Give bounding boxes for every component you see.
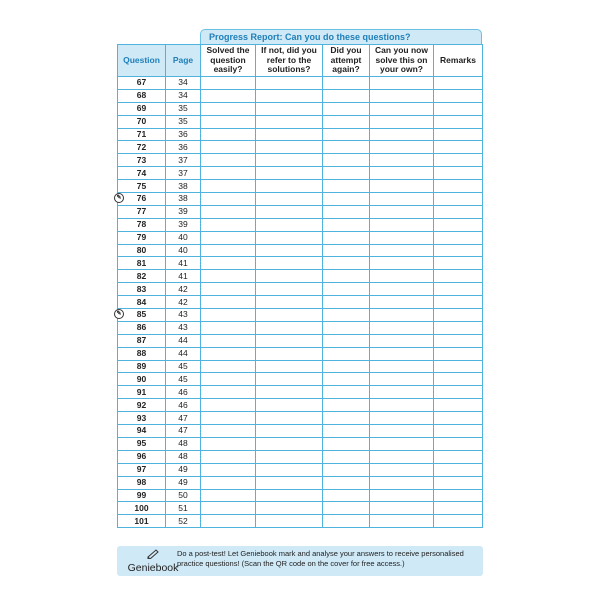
question-number: 70 [118,115,166,128]
solve-now-cell[interactable] [370,386,434,399]
page-number: 39 [166,218,201,231]
solve-now-cell[interactable] [370,115,434,128]
solved-cell[interactable] [201,463,256,476]
solved-cell[interactable] [201,154,256,167]
remarks-cell[interactable] [434,309,483,322]
question-number: 88 [118,347,166,360]
header-page: Page [166,45,201,77]
table-row [118,128,483,141]
refer-cell[interactable] [256,154,323,167]
solved-cell[interactable] [201,193,256,206]
solve-now-cell[interactable] [370,399,434,412]
page-number: 43 [166,321,201,334]
remarks-cell[interactable] [434,89,483,102]
attempt-cell[interactable] [323,399,370,412]
table-row [118,89,483,102]
table-row [118,244,483,257]
attempt-cell[interactable] [323,180,370,193]
page-number: 38 [166,193,201,206]
question-number: 71 [118,128,166,141]
page-number: 36 [166,128,201,141]
solve-now-cell[interactable] [370,502,434,515]
table-row [118,283,483,296]
solve-now-cell[interactable] [370,296,434,309]
remarks-cell[interactable] [434,283,483,296]
solved-cell[interactable] [201,309,256,322]
question-number: 92 [118,399,166,412]
page-number: 36 [166,141,201,154]
geniebook-logo [121,549,185,574]
remarks-cell[interactable] [434,360,483,373]
remarks-cell[interactable] [434,373,483,386]
remarks-cell[interactable] [434,489,483,502]
header-row [118,45,483,77]
page-number: 41 [166,257,201,270]
solved-cell[interactable] [201,450,256,463]
remarks-cell[interactable] [434,115,483,128]
table-row [118,515,483,528]
attempt-cell[interactable] [323,244,370,257]
question-number: 77 [118,205,166,218]
refer-cell[interactable] [256,412,323,425]
attempt-cell[interactable] [323,270,370,283]
solved-cell[interactable] [201,489,256,502]
refer-cell[interactable] [256,296,323,309]
solved-cell[interactable] [201,167,256,180]
question-number: 98 [118,476,166,489]
question-number: 94 [118,425,166,438]
solved-cell[interactable] [201,128,256,141]
refer-cell[interactable] [256,425,323,438]
remarks-cell[interactable] [434,450,483,463]
remarks-cell[interactable] [434,77,483,90]
solve-now-cell[interactable] [370,412,434,425]
table-row [118,437,483,450]
remarks-cell[interactable] [434,321,483,334]
solved-cell[interactable] [201,102,256,115]
page-number: 49 [166,476,201,489]
table-row [118,167,483,180]
solve-now-cell[interactable] [370,270,434,283]
attempt-cell[interactable] [323,89,370,102]
question-number: 83 [118,283,166,296]
solved-cell[interactable] [201,321,256,334]
remarks-cell[interactable] [434,205,483,218]
solve-now-cell[interactable] [370,425,434,438]
solve-now-cell[interactable] [370,102,434,115]
table-row [118,334,483,347]
solve-now-cell[interactable] [370,128,434,141]
solved-cell[interactable] [201,180,256,193]
table-row [118,309,483,322]
page-number: 34 [166,77,201,90]
refer-cell[interactable] [256,231,323,244]
page-number: 37 [166,167,201,180]
table-row [118,257,483,270]
question-number: ✎ 76 [118,193,166,206]
question-number: 99 [118,489,166,502]
challenge-badge-icon: ✎ [114,193,124,203]
page-number: 50 [166,489,201,502]
table-row [118,270,483,283]
attempt-cell[interactable] [323,257,370,270]
question-number: 95 [118,437,166,450]
refer-cell[interactable] [256,193,323,206]
page-number: 47 [166,425,201,438]
refer-cell[interactable] [256,347,323,360]
attempt-cell[interactable] [323,102,370,115]
question-number: 97 [118,463,166,476]
refer-cell[interactable] [256,489,323,502]
solved-cell[interactable] [201,425,256,438]
challenge-badge-icon: ✎ [114,309,124,319]
table-row [118,218,483,231]
solved-cell[interactable] [201,218,256,231]
remarks-cell[interactable] [434,334,483,347]
refer-cell[interactable] [256,257,323,270]
attempt-cell[interactable] [323,321,370,334]
solve-now-cell[interactable] [370,347,434,360]
question-number: 100 [118,502,166,515]
table-row [118,360,483,373]
solve-now-cell[interactable] [370,321,434,334]
question-number: 68 [118,89,166,102]
attempt-cell[interactable] [323,296,370,309]
question-number: 101 [118,515,166,528]
page-number: 41 [166,270,201,283]
solve-now-cell[interactable] [370,283,434,296]
refer-cell[interactable] [256,270,323,283]
attempt-cell[interactable] [323,167,370,180]
remarks-cell[interactable] [434,463,483,476]
table-row [118,425,483,438]
page-number: 42 [166,296,201,309]
brand-name: Geniebook [127,562,179,574]
solved-cell[interactable] [201,515,256,528]
table-row [118,463,483,476]
solve-now-cell[interactable] [370,193,434,206]
table-row [118,102,483,115]
remarks-cell[interactable] [434,154,483,167]
table-row [118,296,483,309]
solved-cell[interactable] [201,231,256,244]
solve-now-cell[interactable] [370,334,434,347]
attempt-cell[interactable] [323,334,370,347]
attempt-cell[interactable] [323,77,370,90]
question-number: 79 [118,231,166,244]
solved-cell[interactable] [201,437,256,450]
remarks-cell[interactable] [434,399,483,412]
refer-cell[interactable] [256,399,323,412]
attempt-cell[interactable] [323,141,370,154]
table-row [118,489,483,502]
page-number: 38 [166,180,201,193]
refer-cell[interactable] [256,115,323,128]
solve-now-cell[interactable] [370,231,434,244]
header-attempt: Did you attempt again? [323,45,370,77]
question-number: 73 [118,154,166,167]
table-row [118,115,483,128]
refer-cell[interactable] [256,450,323,463]
solved-cell[interactable] [201,257,256,270]
refer-cell[interactable] [256,360,323,373]
question-number: 87 [118,334,166,347]
refer-cell[interactable] [256,476,323,489]
page-number: 45 [166,360,201,373]
solve-now-cell[interactable] [370,373,434,386]
solved-cell[interactable] [201,476,256,489]
solved-cell[interactable] [201,399,256,412]
remarks-cell[interactable] [434,193,483,206]
refer-cell[interactable] [256,77,323,90]
refer-cell[interactable] [256,283,323,296]
progress-table [117,44,483,528]
refer-cell[interactable] [256,180,323,193]
table-row [118,321,483,334]
attempt-cell[interactable] [323,425,370,438]
remarks-cell[interactable] [434,231,483,244]
header-solve-now: Can you now solve this on your own? [370,45,434,77]
table-row [118,231,483,244]
question-number: 72 [118,141,166,154]
question-number: 82 [118,270,166,283]
solved-cell[interactable] [201,244,256,257]
attempt-cell[interactable] [323,476,370,489]
solve-now-cell[interactable] [370,180,434,193]
refer-cell[interactable] [256,334,323,347]
refer-cell[interactable] [256,515,323,528]
table-row [118,450,483,463]
remarks-cell[interactable] [434,347,483,360]
attempt-cell[interactable] [323,450,370,463]
solved-cell[interactable] [201,412,256,425]
solve-now-cell[interactable] [370,257,434,270]
solve-now-cell[interactable] [370,437,434,450]
table-row [118,180,483,193]
page-number: 44 [166,334,201,347]
refer-cell[interactable] [256,321,323,334]
solve-now-cell[interactable] [370,77,434,90]
remarks-cell[interactable] [434,180,483,193]
attempt-cell[interactable] [323,437,370,450]
remarks-cell[interactable] [434,425,483,438]
question-number: 96 [118,450,166,463]
solved-cell[interactable] [201,360,256,373]
page-number: 40 [166,244,201,257]
solve-now-cell[interactable] [370,450,434,463]
solve-now-cell[interactable] [370,205,434,218]
remarks-cell[interactable] [434,218,483,231]
page-number: 46 [166,399,201,412]
solve-now-cell[interactable] [370,141,434,154]
solve-now-cell[interactable] [370,218,434,231]
question-number: 84 [118,296,166,309]
table-row [118,386,483,399]
solve-now-cell[interactable] [370,89,434,102]
question-number: 69 [118,102,166,115]
remarks-cell[interactable] [434,128,483,141]
table-row [118,141,483,154]
table-row [118,373,483,386]
question-number: 75 [118,180,166,193]
table-row [118,154,483,167]
page-number: 46 [166,386,201,399]
solved-cell[interactable] [201,141,256,154]
attempt-cell[interactable] [323,283,370,296]
page-number: 34 [166,89,201,102]
attempt-cell[interactable] [323,193,370,206]
footer-message: Do a post-test! Let Geniebook mark and analyse your answers to receive personalised practice questions! (Scan the QR code on the cover for free access.) [177,549,464,568]
attempt-cell[interactable] [323,463,370,476]
remarks-cell[interactable] [434,244,483,257]
refer-cell[interactable] [256,386,323,399]
remarks-cell[interactable] [434,476,483,489]
remarks-cell[interactable] [434,515,483,528]
solve-now-cell[interactable] [370,244,434,257]
refer-cell[interactable] [256,89,323,102]
refer-cell[interactable] [256,373,323,386]
solved-cell[interactable] [201,347,256,360]
remarks-cell[interactable] [434,502,483,515]
attempt-cell[interactable] [323,515,370,528]
table-row [118,412,483,425]
header-refer: If not, did you refer to the solutions? [256,45,323,77]
attempt-cell[interactable] [323,205,370,218]
page-number: 49 [166,463,201,476]
refer-cell[interactable] [256,463,323,476]
solve-now-cell[interactable] [370,489,434,502]
remarks-cell[interactable] [434,296,483,309]
attempt-cell[interactable] [323,347,370,360]
header-remarks: Remarks [434,45,483,77]
solve-now-cell[interactable] [370,476,434,489]
question-number: ✎ 85 [118,309,166,322]
solve-now-cell[interactable] [370,167,434,180]
remarks-cell[interactable] [434,141,483,154]
question-number: 78 [118,218,166,231]
attempt-cell[interactable] [323,128,370,141]
attempt-cell[interactable] [323,231,370,244]
page-number: 37 [166,154,201,167]
page-number: 40 [166,231,201,244]
table-row [118,193,483,206]
question-number: 80 [118,244,166,257]
solve-now-cell[interactable] [370,154,434,167]
attempt-cell[interactable] [323,154,370,167]
refer-cell[interactable] [256,141,323,154]
solved-cell[interactable] [201,386,256,399]
attempt-cell[interactable] [323,115,370,128]
remarks-cell[interactable] [434,270,483,283]
page-number: 47 [166,412,201,425]
question-number: 67 [118,77,166,90]
refer-cell[interactable] [256,502,323,515]
attempt-cell[interactable] [323,373,370,386]
refer-cell[interactable] [256,102,323,115]
header-question: Question [118,45,166,77]
page-number: 35 [166,115,201,128]
page-number: 48 [166,450,201,463]
solved-cell[interactable] [201,373,256,386]
page-number: 45 [166,373,201,386]
solved-cell[interactable] [201,205,256,218]
page-number: 39 [166,205,201,218]
solve-now-cell[interactable] [370,309,434,322]
attempt-cell[interactable] [323,502,370,515]
solved-cell[interactable] [201,270,256,283]
table-row [118,205,483,218]
table-row [118,476,483,489]
solved-cell[interactable] [201,283,256,296]
refer-cell[interactable] [256,205,323,218]
table-row [118,347,483,360]
solved-cell[interactable] [201,296,256,309]
question-number: 74 [118,167,166,180]
remarks-cell[interactable] [434,167,483,180]
refer-cell[interactable] [256,167,323,180]
page-number: 35 [166,102,201,115]
solve-now-cell[interactable] [370,360,434,373]
progress-report-title: Progress Report: Can you do these questions? [200,29,482,44]
remarks-cell[interactable] [434,386,483,399]
solved-cell[interactable] [201,502,256,515]
attempt-cell[interactable] [323,489,370,502]
solved-cell[interactable] [201,89,256,102]
page-number: 42 [166,283,201,296]
remarks-cell[interactable] [434,257,483,270]
table-row [118,77,483,90]
remarks-cell[interactable] [434,437,483,450]
question-number: 93 [118,412,166,425]
page-number: 44 [166,347,201,360]
solve-now-cell[interactable] [370,515,434,528]
attempt-cell[interactable] [323,412,370,425]
attempt-cell[interactable] [323,218,370,231]
page-number: 43 [166,309,201,322]
remarks-cell[interactable] [434,412,483,425]
attempt-cell[interactable] [323,309,370,322]
page-number: 52 [166,515,201,528]
question-number: 90 [118,373,166,386]
page-number: 51 [166,502,201,515]
remarks-cell[interactable] [434,102,483,115]
table-row [118,399,483,412]
table-row [118,502,483,515]
question-number: 91 [118,386,166,399]
page-number: 48 [166,437,201,450]
footer-banner [117,546,483,576]
solved-cell[interactable] [201,115,256,128]
solved-cell[interactable] [201,77,256,90]
solve-now-cell[interactable] [370,463,434,476]
refer-cell[interactable] [256,244,323,257]
pencil-icon [121,549,185,562]
header-solved: Solved the question easily? [201,45,256,77]
refer-cell[interactable] [256,128,323,141]
solved-cell[interactable] [201,334,256,347]
attempt-cell[interactable] [323,360,370,373]
refer-cell[interactable] [256,309,323,322]
question-number: 81 [118,257,166,270]
attempt-cell[interactable] [323,386,370,399]
refer-cell[interactable] [256,218,323,231]
question-number: 86 [118,321,166,334]
question-number: 89 [118,360,166,373]
refer-cell[interactable] [256,437,323,450]
